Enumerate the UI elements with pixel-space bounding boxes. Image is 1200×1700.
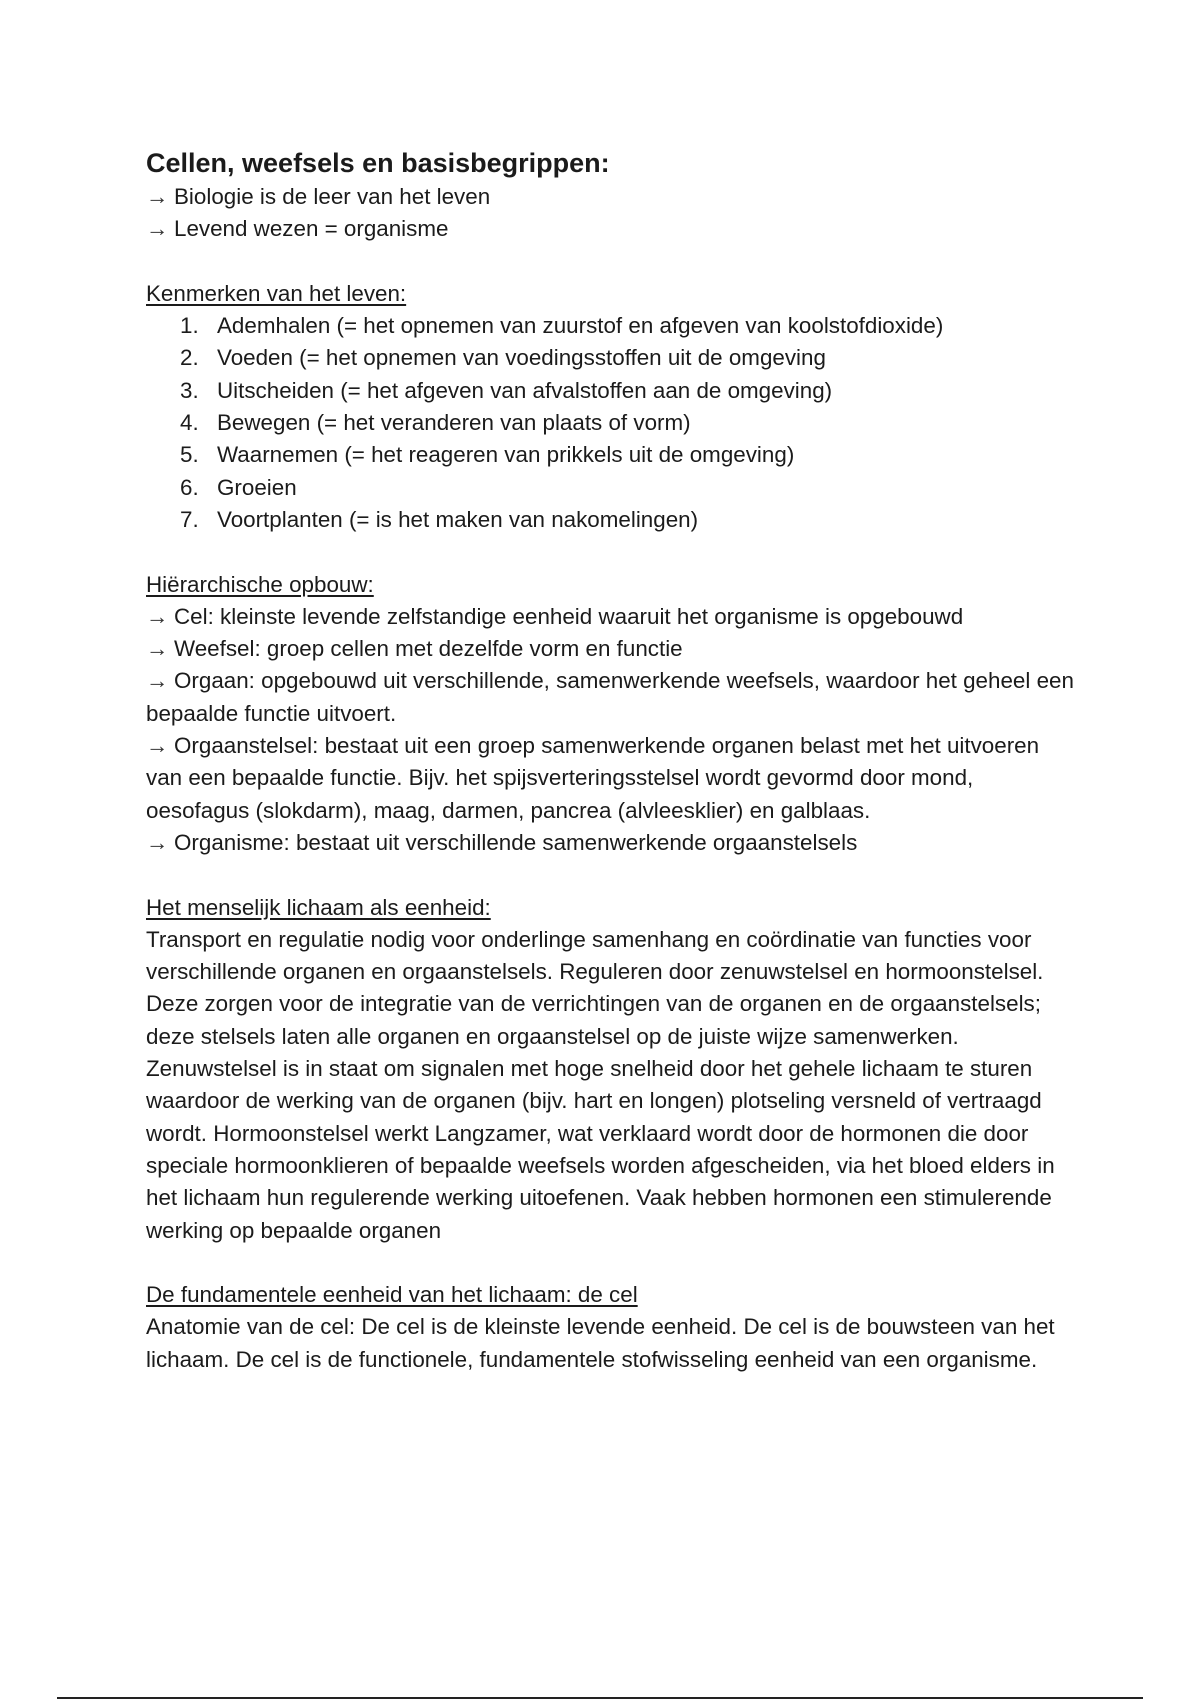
spacer xyxy=(146,536,1076,568)
list-item-text: Waarnemen (= het reageren van prikkels uit de omgeving) xyxy=(217,442,795,468)
spacer xyxy=(146,859,1076,891)
lichaam-heading: Het menselijk lichaam als eenheid: xyxy=(146,894,491,920)
hierarchie-item-text: Organisme: bestaat uit verschillende samenwerkende orgaanstelsels xyxy=(174,829,858,855)
intro-line xyxy=(146,213,1076,245)
page-divider xyxy=(57,1697,1143,1699)
cel-heading: De fundamentele eenheid van het lichaam: de cel xyxy=(146,1282,638,1308)
hierarchie-item xyxy=(146,601,1076,633)
arrow-icon: → xyxy=(146,603,169,629)
arrow-icon: → xyxy=(146,184,169,209)
hierarchie-item-text: Orgaan: opgebouwd uit verschillende, samenwerkende weefsels, waardoor het geheel een bepaalde functie uitvoert. xyxy=(146,668,1074,726)
kenmerken-list xyxy=(146,310,1076,536)
arrow-icon: → xyxy=(146,636,169,662)
arrow-icon: → xyxy=(146,829,169,855)
intro-text: Levend wezen = organisme xyxy=(174,216,449,242)
list-item-text: Voortplanten (= is het maken van nakomelingen) xyxy=(217,506,699,532)
lichaam-paragraph: Transport en regulatie nodig voor onderlinge samenhang en coördinatie van functies voor verschillende organen en orgaanstelsels. Reguleren door zenuwstelsel en hormoonstelsel. Deze zorgen voor de integratie van de verrichtingen van de organen en de orgaanstelsels; deze stelsels laten alle organen en orgaanstelsel op de juiste wijze samenwerken. Zenuwstelsel is in staat om signalen met hoge snelheid door het gehele lichaam te sturen waardoor de werking van de organen (bijv. hart en longen) plotseling versneld of vertraagd wordt. Hormoonstelsel werkt Langzamer, wat verklaard wordt door de hormonen die door speciale hormoonklieren of bepaalde weefsels worden afgescheiden, via het bloed elders in het lichaam hun regulerende werking uitoefenen. Vaak hebben hormonen een stimulerende werking op bepaalde organen xyxy=(146,926,1055,1243)
list-number: 3. xyxy=(180,377,199,403)
list-number: 5. xyxy=(180,442,199,468)
list-number: 7. xyxy=(180,506,199,532)
list-item-text: Ademhalen (= het opnemen van zuurstof en afgeven van koolstofdioxide) xyxy=(217,313,944,339)
hierarchie-heading: Hiërarchische opbouw: xyxy=(146,571,374,597)
list-number: 4. xyxy=(180,410,199,436)
hierarchie-item-text: Weefsel: groep cellen met dezelfde vorm en functie xyxy=(174,636,683,662)
spacer xyxy=(146,246,1076,278)
list-item xyxy=(180,342,1076,374)
intro-line xyxy=(146,181,1076,213)
list-item-text: Voeden (= het opnemen van voedingsstoffen uit de omgeving xyxy=(217,345,826,371)
kenmerken-heading: Kenmerken van het leven: xyxy=(146,280,407,306)
list-number: 1. xyxy=(180,313,199,339)
list-item xyxy=(180,504,1076,536)
list-item xyxy=(180,310,1076,342)
document-page xyxy=(146,146,1076,1376)
arrow-icon: → xyxy=(146,216,169,242)
list-item-text: Groeien xyxy=(217,474,297,500)
hierarchie-item xyxy=(146,665,1076,730)
list-number: 2. xyxy=(180,345,199,371)
hierarchie-item xyxy=(146,633,1076,665)
list-item xyxy=(180,472,1076,504)
list-number: 6. xyxy=(180,474,199,500)
list-item xyxy=(180,407,1076,439)
list-item-text: Uitscheiden (= het afgeven van afvalstoffen aan de omgeving) xyxy=(217,377,833,403)
hierarchie-item xyxy=(146,827,1076,859)
cel-paragraph: Anatomie van de cel: De cel is de kleinste levende eenheid. De cel is de bouwsteen van het lichaam. De cel is de functionele, fundamentele stofwisseling eenheid van een organisme. xyxy=(146,1314,1055,1372)
list-item xyxy=(180,375,1076,407)
spacer xyxy=(146,1247,1076,1279)
arrow-icon: → xyxy=(146,668,169,694)
list-item xyxy=(180,439,1076,471)
hierarchie-item xyxy=(146,730,1076,827)
hierarchie-item-text: Orgaanstelsel: bestaat uit een groep samenwerkende organen belast met het uitvoeren van een bepaalde functie. Bijv. het spijsverteringsstelsel wordt gevormd door mond, oesofagus (slokdarm), maag, darmen, pancrea (alvleesklier) en galblaas. xyxy=(146,733,1040,823)
intro-text: Biologie is de leer van het leven xyxy=(174,184,491,209)
list-item-text: Bewegen (= het veranderen van plaats of vorm) xyxy=(217,410,691,436)
document-title: Cellen, weefsels en basisbegrippen: xyxy=(146,148,610,178)
hierarchie-item-text: Cel: kleinste levende zelfstandige eenheid waaruit het organisme is opgebouwd xyxy=(174,603,964,629)
arrow-icon: → xyxy=(146,733,169,759)
